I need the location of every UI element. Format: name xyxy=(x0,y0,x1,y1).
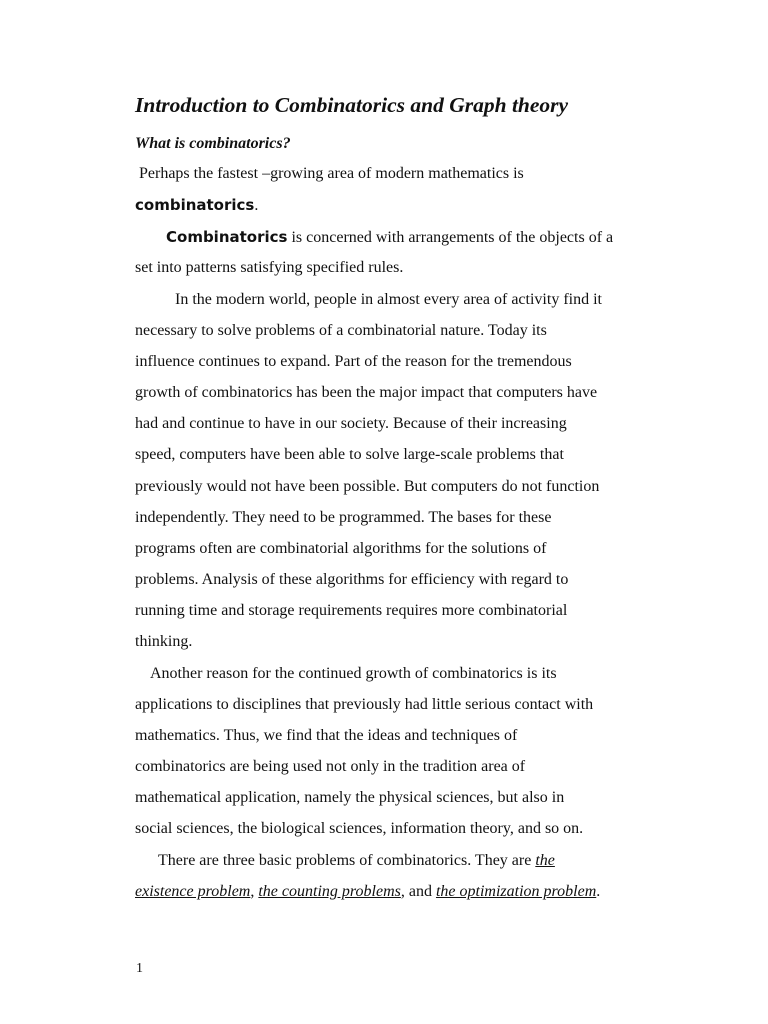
separator: , and xyxy=(400,883,436,900)
paragraph-1-line-2 xyxy=(135,195,258,216)
paragraph-4-line: applications to disciplines that previously had little serious contact with xyxy=(135,696,594,713)
bold-term: combinatorics xyxy=(135,196,255,214)
paragraph-3-line: had and continue to have in our society. Because of their increasing xyxy=(135,415,567,432)
section-heading: What is combinatorics? xyxy=(135,135,291,152)
period: . xyxy=(254,197,259,214)
paragraph-3-line: programs often are combinatorial algorithms for the solutions of xyxy=(135,540,547,557)
paragraph-3-line: growth of combinatorics has been the major impact that computers have xyxy=(135,384,598,401)
term-existence-problem: existence problem xyxy=(135,883,251,900)
paragraph-5-line-2 xyxy=(135,882,600,902)
paragraph-4-line: combinatorics are being used not only in the tradition area of xyxy=(135,758,526,775)
page-number: 1 xyxy=(136,961,143,976)
separator: , xyxy=(250,883,259,900)
paragraph-4-line: mathematical application, namely the physical sciences, but also in xyxy=(135,789,565,806)
paragraph-3-line: necessary to solve problems of a combinatorial nature. Today its xyxy=(135,322,547,339)
period: . xyxy=(596,883,601,900)
paragraph-3-line: In the modern world, people in almost every area of activity find it xyxy=(175,291,602,308)
term-optimization-problem: the optimization problem xyxy=(435,883,597,900)
paragraph-4-line: Another reason for the continued growth of combinatorics is its xyxy=(150,665,557,682)
paragraph-5-line-1 xyxy=(158,851,555,871)
paragraph-2-line-1 xyxy=(166,227,613,248)
text-run: is concerned with arrangements of the objects of a xyxy=(287,229,614,246)
text-run: There are three basic problems of combinatorics. They are xyxy=(158,852,536,869)
paragraph-4-line: mathematics. Thus, we find that the ideas and techniques of xyxy=(135,727,518,744)
paragraph-3-line: previously would not have been possible. But computers do not function xyxy=(135,478,600,495)
document-title: Introduction to Combinatorics and Graph theory xyxy=(135,93,569,117)
paragraph-3-line: influence continues to expand. Part of the reason for the tremendous xyxy=(135,353,572,370)
term-link-the: the xyxy=(535,852,555,869)
paragraph-3-line: running time and storage requirements requires more combinatorial xyxy=(135,602,568,619)
paragraph-3-line: independently. They need to be programmed. The bases for these xyxy=(135,509,552,526)
term-counting-problems: the counting problems xyxy=(258,883,401,900)
paragraph-3-line: speed, computers have been able to solve large-scale problems that xyxy=(135,446,564,463)
paragraph-3-line: thinking. xyxy=(135,633,193,650)
bold-term: Combinatorics xyxy=(166,228,288,246)
paragraph-3-line: problems. Analysis of these algorithms for efficiency with regard to xyxy=(135,571,569,588)
paragraph-1-line-1: Perhaps the fastest –growing area of modern mathematics is xyxy=(139,165,524,182)
paragraph-2-line-2: set into patterns satisfying specified rules. xyxy=(135,259,404,276)
paragraph-4-line: social sciences, the biological sciences, information theory, and so on. xyxy=(135,820,584,837)
